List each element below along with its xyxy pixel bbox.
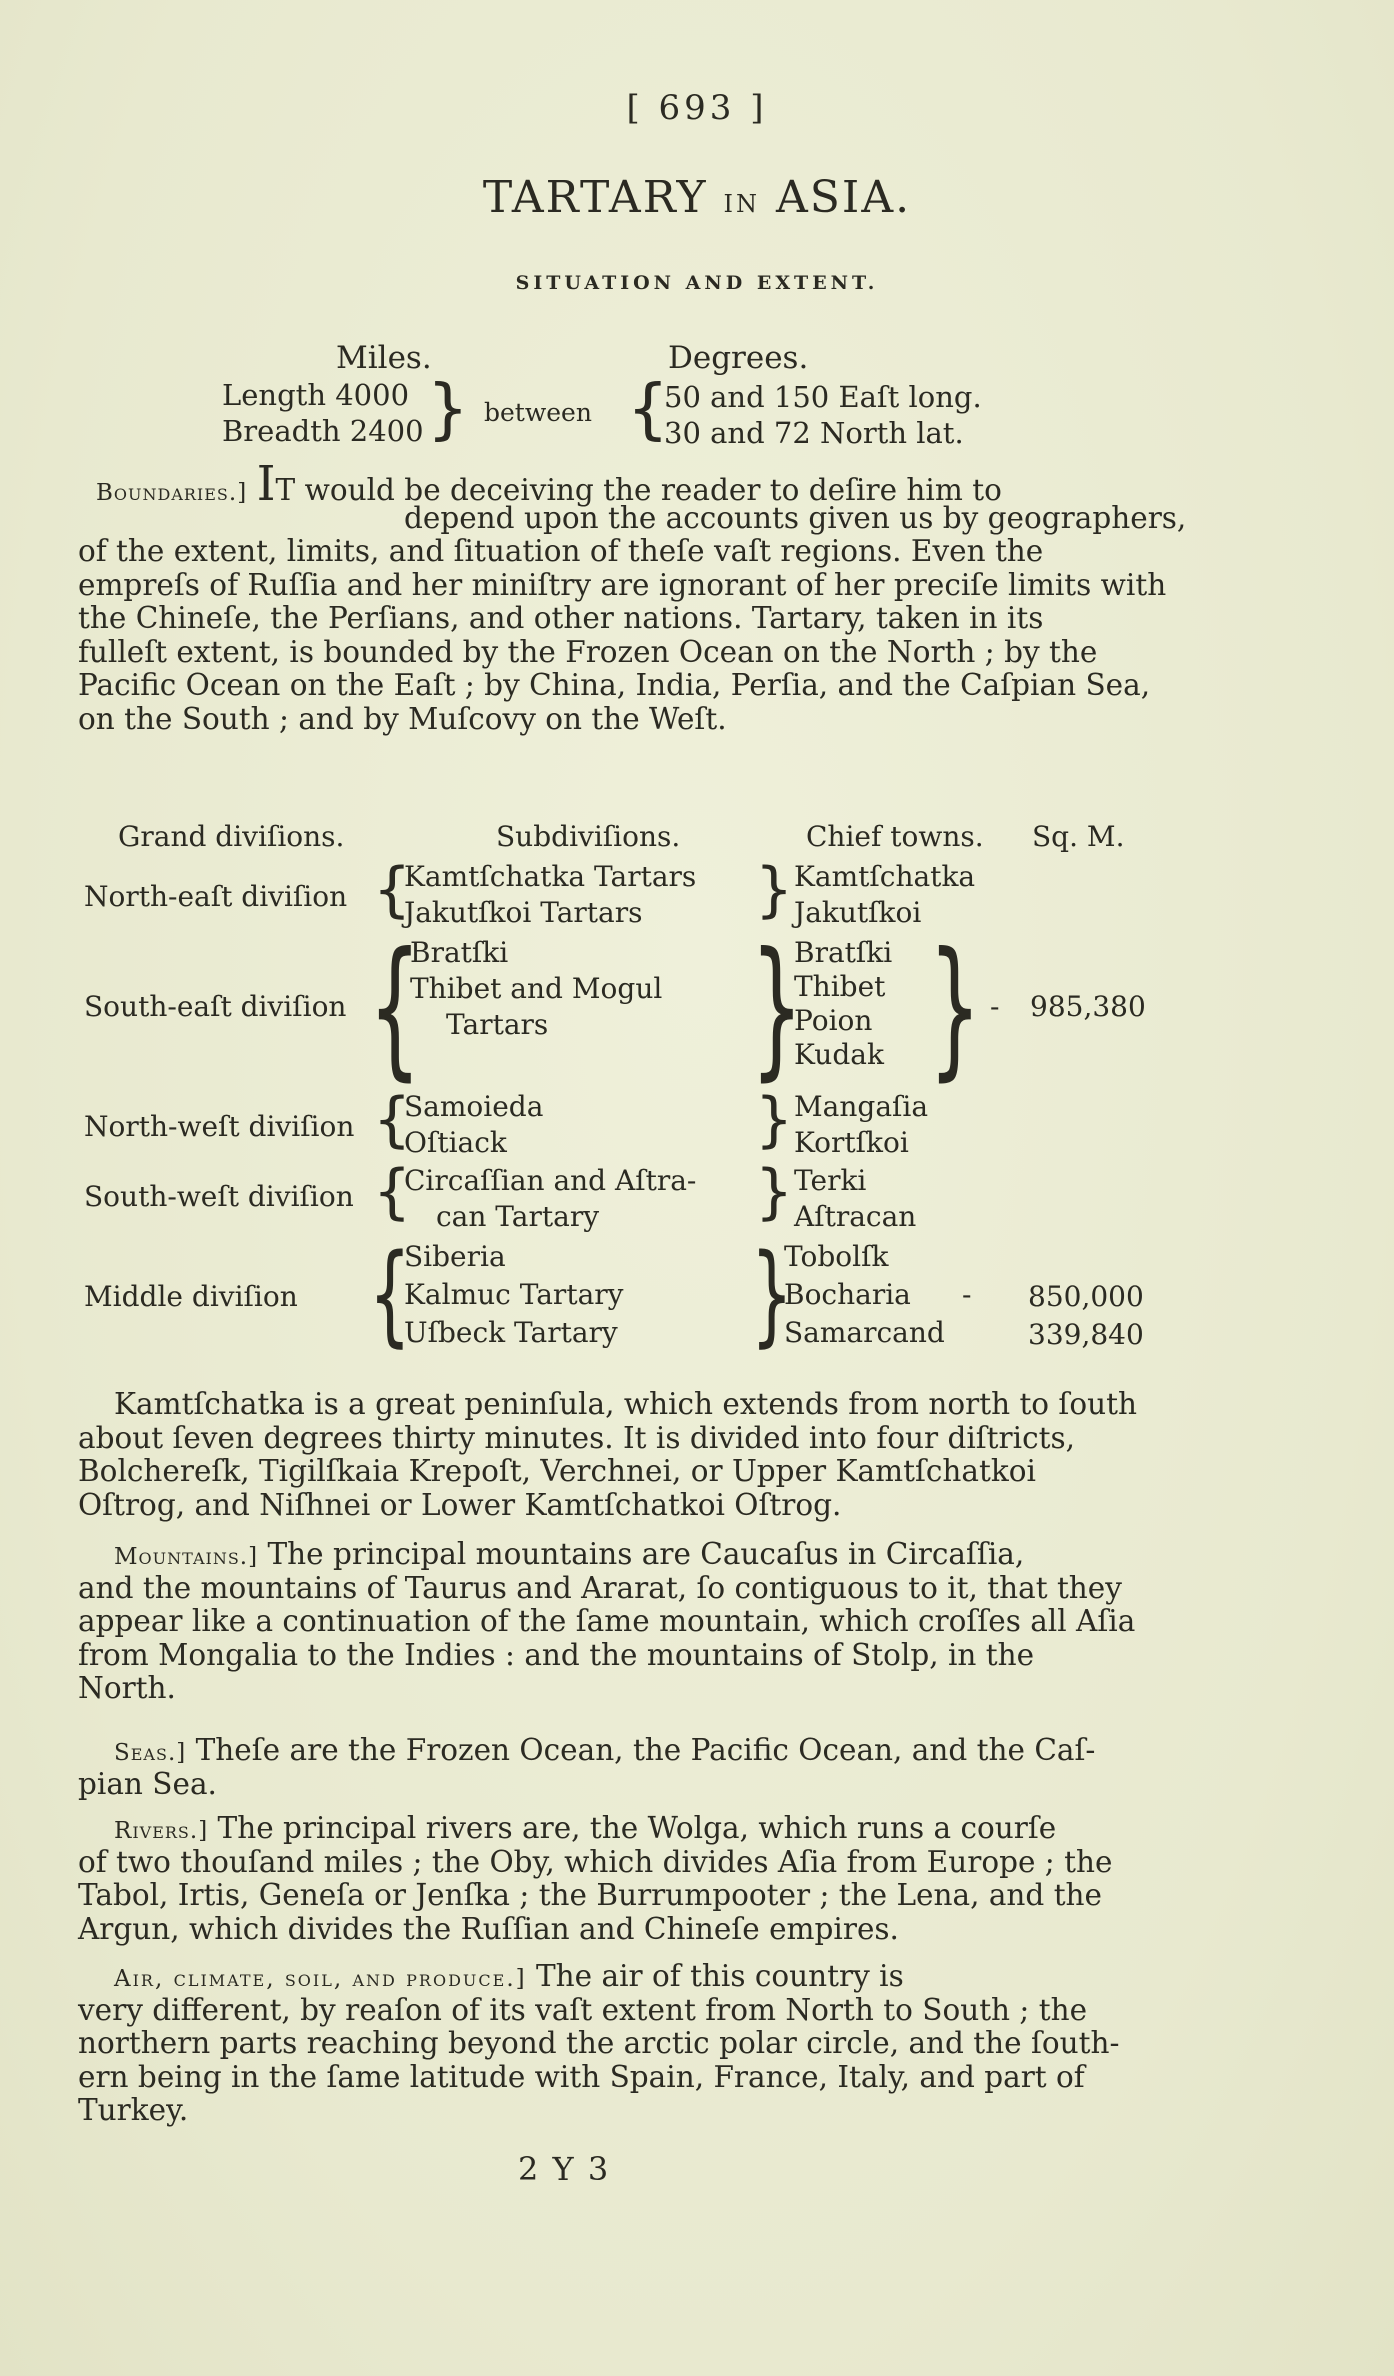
square-miles: 850,000 bbox=[1028, 1280, 1144, 1313]
brace: { bbox=[370, 1230, 410, 1358]
chief-town: Bocharia bbox=[784, 1278, 911, 1311]
dash: - bbox=[990, 990, 1000, 1023]
chief-town: Kamtſchatka bbox=[794, 860, 976, 893]
rivers-paragraph bbox=[78, 1812, 1160, 1946]
seas-heading: Seas.] bbox=[114, 1740, 187, 1766]
length-range: 50 and 150 Eaſt long. bbox=[664, 380, 982, 414]
subdivision: Uſbeck Tartary bbox=[404, 1316, 618, 1349]
chief-town: Samarcand bbox=[784, 1316, 945, 1349]
chief-town: Tobolſk bbox=[784, 1240, 889, 1273]
right-brace: } bbox=[428, 370, 468, 447]
subdivision: Siberia bbox=[404, 1240, 506, 1273]
subdivision: Kalmuc Tartary bbox=[404, 1278, 624, 1311]
grand-division: South-weſt diviſion bbox=[84, 1180, 354, 1213]
title-in: IN bbox=[723, 190, 761, 218]
square-miles: 339,840 bbox=[1028, 1318, 1144, 1351]
subdivision: Thibet and Mogul bbox=[410, 972, 663, 1005]
left-brace: { bbox=[628, 370, 668, 447]
page-number: [ 693 ] bbox=[626, 88, 768, 128]
boundaries-line: the Chineſe, the Perſians, and other nations. Tartary, taken in its bbox=[78, 601, 1044, 635]
body-line: pian Sea. bbox=[78, 1766, 217, 1801]
square-miles: 985,380 bbox=[1030, 990, 1146, 1023]
subdivision: can Tartary bbox=[436, 1200, 600, 1233]
subdivision: Samoieda bbox=[404, 1090, 544, 1123]
body-line: Turkey. bbox=[78, 2093, 189, 2127]
brace: } bbox=[752, 921, 802, 1095]
header-sqm: Sq. M. bbox=[1032, 820, 1125, 853]
body-line: about ſeven degrees thirty minutes. It is divided into four diſtricts, bbox=[78, 1420, 1075, 1455]
page-title bbox=[0, 172, 1394, 223]
drop-initial: I bbox=[256, 456, 276, 512]
body-line: and the mountains of Taurus and Ararat, ſo contiguous to it, that they bbox=[78, 1570, 1122, 1605]
mountains-heading: Mountains.] bbox=[114, 1544, 259, 1570]
chief-town: Terki bbox=[794, 1164, 867, 1197]
brace: { bbox=[374, 855, 411, 925]
boundaries-line: of the extent, limits, and ſituation of theſe vaſt regions. Even the bbox=[78, 534, 1044, 568]
seas-paragraph bbox=[78, 1734, 1160, 1801]
section-heading: SITUATION AND EXTENT. bbox=[515, 272, 879, 294]
body-line: The principal rivers are, the Wolga, which runs a courſe bbox=[208, 1811, 1057, 1845]
subdivision: Circaſſian and Aſtra- bbox=[404, 1164, 697, 1197]
header-towns: Chief towns. bbox=[806, 820, 984, 853]
body-line: Bolchereſk, Tigilſkaia Krepoſt, Verchnei, or Upper Kamtſchatkoi bbox=[78, 1454, 1036, 1488]
breadth-label: Breadth 2400 bbox=[222, 414, 424, 448]
signature-mark: 2 Y 3 bbox=[518, 2150, 611, 2188]
body-line: ern being in the ſame latitude with Spain, France, Italy, and part of bbox=[78, 2059, 1085, 2094]
rivers-heading: Rivers.] bbox=[114, 1818, 209, 1844]
chief-town: Thibet bbox=[794, 970, 886, 1003]
chief-town: Jakutſkoi bbox=[794, 896, 922, 929]
grand-division: North-eaſt diviſion bbox=[84, 880, 348, 913]
mountains-paragraph bbox=[78, 1538, 1160, 1706]
header-grand: Grand diviſions. bbox=[118, 820, 345, 853]
body-line: North. bbox=[78, 1671, 176, 1705]
chief-town: Mangaſia bbox=[794, 1090, 929, 1123]
boundaries-line: on the South ; and by Muſcovy on the Weſt. bbox=[78, 701, 727, 736]
subdivision: Kamtſchatka Tartars bbox=[404, 860, 697, 893]
subdivision: Tartars bbox=[446, 1008, 549, 1041]
chief-town: Bratſki bbox=[794, 936, 893, 969]
grand-division: North-weſt diviſion bbox=[84, 1110, 355, 1143]
brace: { bbox=[370, 921, 420, 1095]
title-main: TARTARY bbox=[482, 172, 708, 223]
brace: } bbox=[756, 1085, 793, 1155]
boundaries-line: depend upon the accounts given us by geographers, bbox=[404, 500, 1187, 535]
body-line: The air of this country is bbox=[526, 1959, 904, 1993]
grand-division: Middle diviſion bbox=[84, 1280, 298, 1313]
chief-town: Kudak bbox=[794, 1038, 884, 1071]
boundaries-line: T would be deceiving the reader to deſire him to bbox=[275, 473, 1002, 507]
body-line: The principal mountains are Caucaſus in Circaſſia, bbox=[258, 1537, 1025, 1571]
brace: } bbox=[930, 921, 980, 1095]
kamtschatka-paragraph bbox=[78, 1388, 1160, 1522]
body-line: appear like a continuation of the ſame mountain, which croſſes all Aſia bbox=[78, 1604, 1136, 1638]
dash: - bbox=[962, 1278, 972, 1311]
body-line: northern parts reaching beyond the arctic polar circle, and the ſouth- bbox=[78, 2026, 1120, 2060]
title-region: ASIA. bbox=[776, 172, 912, 223]
degrees-header: Degrees. bbox=[668, 340, 809, 376]
body-line: Oſtrog, and Niſhnei or Lower Kamtſchatkoi Oſtrog. bbox=[78, 1487, 842, 1522]
body-line: very different, by reaſon of its vaſt extent from North to South ; the bbox=[78, 1992, 1088, 2027]
boundaries-paragraph bbox=[78, 456, 1187, 736]
between-label: between bbox=[484, 398, 592, 427]
miles-header: Miles. bbox=[336, 340, 432, 376]
brace: } bbox=[756, 1157, 793, 1227]
boundaries-line: empreſs of Ruſſia and her miniſtry are ignorant of her preciſe limits with bbox=[78, 567, 1167, 602]
body-line: Tabol, Irtis, Geneſa or Jenſka ; the Burrumpooter ; the Lena, and the bbox=[78, 1878, 1103, 1912]
brace: } bbox=[756, 855, 793, 925]
brace: { bbox=[374, 1085, 411, 1155]
body-line: Kamtſchatka is a great peninſula, which extends from north to ſouth bbox=[114, 1387, 1137, 1421]
air-paragraph bbox=[78, 1960, 1160, 2128]
breadth-range: 30 and 72 North lat. bbox=[664, 416, 964, 450]
brace: } bbox=[752, 1230, 792, 1358]
chief-town: Kortſkoi bbox=[794, 1126, 909, 1159]
boundaries-line: Pacific Ocean on the Eaſt ; by China, India, Perſia, and the Caſpian Sea, bbox=[78, 668, 1151, 702]
brace: { bbox=[374, 1157, 411, 1227]
subdivision: Bratſki bbox=[410, 936, 509, 969]
boundaries-heading: Boundaries.] bbox=[96, 480, 248, 506]
body-line: from Mongalia to the Indies : and the mountains of Stolp, in the bbox=[78, 1637, 1035, 1672]
subdivision: Jakutſkoi Tartars bbox=[404, 896, 643, 929]
chief-town: Poion bbox=[794, 1004, 873, 1037]
body-line: Argun, which divides the Ruſſian and Chineſe empires. bbox=[78, 1911, 899, 1946]
grand-division: South-eaſt diviſion bbox=[84, 990, 347, 1023]
body-line: of two thouſand miles ; the Oby, which divides Aſia from Europe ; the bbox=[78, 1844, 1113, 1879]
length-label: Length 4000 bbox=[222, 378, 410, 412]
air-heading: Air, climate, soil, and produce.] bbox=[114, 1966, 527, 1992]
header-sub: Subdiviſions. bbox=[496, 820, 681, 853]
chief-town: Aſtracan bbox=[794, 1200, 917, 1233]
subdivision: Oſtiack bbox=[404, 1126, 507, 1159]
body-line: Theſe are the Frozen Ocean, the Pacific Ocean, and the Caſ- bbox=[186, 1733, 1096, 1767]
boundaries-line: fulleſt extent, is bounded by the Frozen Ocean on the North ; by the bbox=[78, 634, 1098, 669]
